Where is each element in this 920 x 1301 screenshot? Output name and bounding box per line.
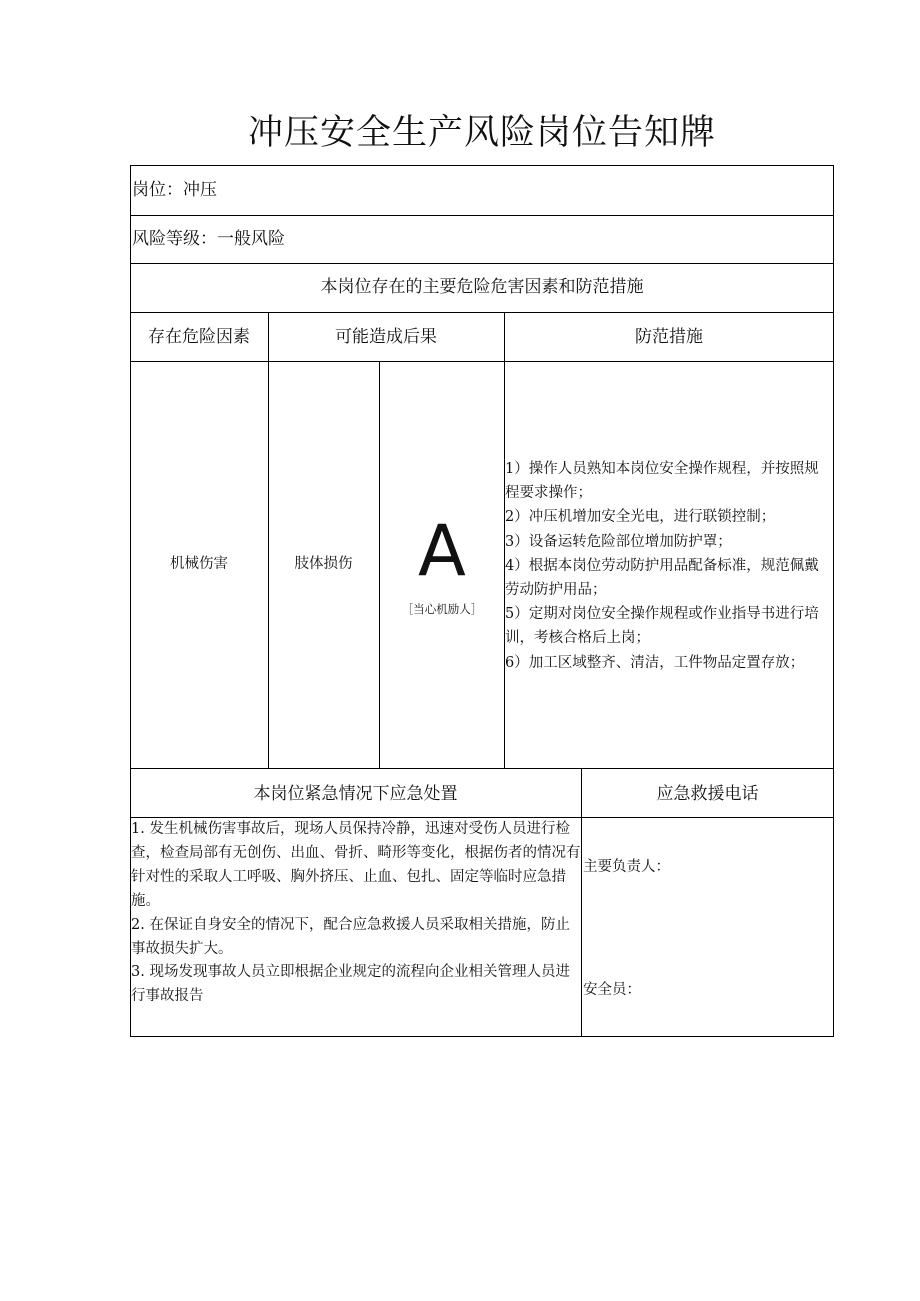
column-header-measures: 防范措施: [635, 327, 703, 347]
warning-sign-caption: ［当心机励人］: [401, 602, 483, 616]
table-border-bottom: [130, 1036, 834, 1037]
measure-item: 3）设备运转危险部位增加防护罩；: [505, 533, 732, 550]
measure-item: 5）定期对岗位安全操作规程或作业指导书进行培训，考核合格后上岗；: [505, 606, 819, 647]
table-line: [130, 768, 834, 769]
table-line: [581, 768, 582, 1037]
emergency-heading: 本岗位紧急情况下应急处置: [253, 784, 458, 804]
section-heading: 本岗位存在的主要危险危害因素和防范措施: [320, 277, 644, 297]
risk-level-line: 风险等级：一般风险: [132, 229, 285, 249]
measure-item: 6）加工区域整齐、清洁，工件物品定置存放；: [505, 654, 805, 671]
table-border-top: [130, 165, 834, 166]
measures-list: [505, 457, 829, 675]
measure-item: 4）根据本岗位劳动防护用品配备标准，规范佩戴劳动防护用品；: [505, 557, 819, 599]
safety-officer-label: 安全员：: [583, 982, 641, 998]
consequence-value: 肢体损伤: [294, 556, 353, 572]
table-line: [130, 361, 834, 362]
table-line: [268, 312, 269, 769]
post-line: 岗位：冲压: [132, 180, 217, 200]
column-header-hazard: 存在危险因素: [148, 327, 250, 347]
emergency-procedure-list: [131, 818, 581, 1009]
table-line: [130, 312, 834, 313]
primary-responsible-label: 主要负责人：: [583, 859, 670, 875]
measure-item: 2）冲压机增加安全光电，进行联锁控制；: [505, 509, 776, 526]
emergency-step: 3. 现场发现事故人员立即根据企业规定的流程向企业相关管理人员进行事故报告: [131, 964, 570, 1005]
hazard-value: 机械伤害: [170, 556, 228, 572]
table-line: [130, 263, 834, 264]
measure-item: 1）操作人员熟知本岗位安全操作规程，并按照规程要求操作；: [505, 461, 819, 502]
rescue-phone-heading: 应急救援电话: [656, 784, 759, 804]
emergency-step: 2. 在保证自身安全的情况下，配合应急救援人员采取相关措施，防止事故损失扩大。: [131, 916, 570, 957]
page-title: 冲压安全生产风险岗位告知牌: [247, 113, 716, 153]
warning-sign-letter: A: [418, 510, 466, 592]
emergency-step: 1. 发生机械伤害事故后，现场人员保持冷静，迅速对受伤人员进行检查，检查局部有无创伤、出血、骨折、畸形等变化，根据伤者的情况有针对性的采取人工呼吸、胸外挤压、止血、包扎、固定等临时应急措施。: [131, 821, 581, 909]
table-line: [130, 215, 834, 216]
column-header-consequence: 可能造成后果: [335, 327, 437, 347]
